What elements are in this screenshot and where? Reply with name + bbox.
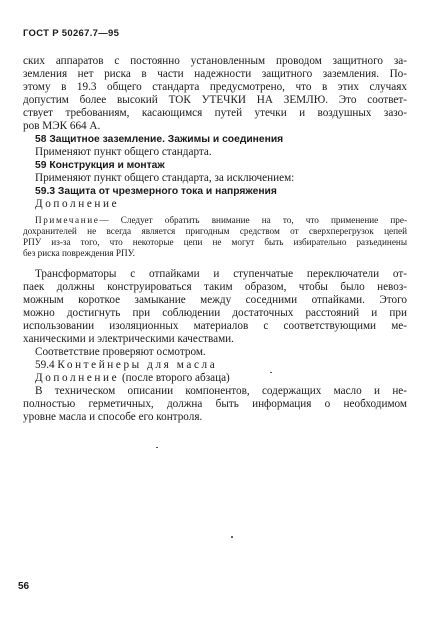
note-line-first: [35, 215, 407, 226]
note-label: Примечание: [35, 215, 100, 225]
note-line: РПУ из-за того, что некоторые цепи не могут быть избирательно разъединены: [23, 237, 407, 247]
section-heading-59: 59 Конструкция и монтаж: [35, 160, 165, 171]
scan-speck: [231, 536, 233, 538]
body-text-line: этому в 19.3 общего стандарта предусмотрено, что в этих случаях: [23, 81, 407, 93]
note-text: — Следует обратить внимание на то, что применение пре-: [99, 215, 407, 225]
body-text-line: ров МЭК 664 А.: [23, 120, 101, 132]
scan-speck: [270, 372, 272, 373]
addition-line: [35, 372, 230, 385]
body-text-line: использовании изоляционных материалов с соответствующими ме-: [23, 320, 407, 332]
section-heading-59-3: 59.3 Защита от чрезмерного тока и напряжения: [35, 186, 277, 197]
body-text-line: паек должны конструироваться таким образом, чтобы было невоз-: [23, 281, 407, 293]
section-heading-59-4: [35, 359, 217, 372]
section-text-58: Применяют пункт общего стандарта.: [35, 146, 212, 158]
body-text-line: земления нет риска в части надежности защитного заземления. По-: [23, 68, 407, 80]
scan-speck: [156, 447, 158, 448]
addition-label: Дополнение: [35, 198, 120, 210]
note-line: без риска повреждения РПУ.: [23, 248, 135, 258]
page-number: 56: [18, 581, 30, 592]
compliance-text: Соответствие проверяют осмотром.: [35, 346, 206, 358]
body-text-line: В техническом описании компонентов, содержащих масло и не-: [35, 385, 407, 397]
body-text-line: ских аппаратов с постоянно установленным проводом защитного за-: [23, 55, 407, 67]
addition-note: (после второго абзаца): [121, 372, 230, 384]
body-text-line: допустим более высокий ТОК УТЕЧКИ НА ЗЕМЛЮ. Это соответ-: [23, 94, 407, 106]
body-text-line: Трансформаторы с отпайками и ступенчатые переключатели от-: [35, 268, 407, 280]
body-text-line: можно достигнуть при соблюдении достаточных расстояний и при: [23, 307, 407, 319]
note-line: дохранителей не всегда является пригодным средством от сверхперегрузок цепей: [23, 226, 407, 236]
page-header: ГОСТ Р 50267.7—95: [23, 28, 120, 39]
section-number: 59.4: [35, 359, 55, 371]
body-text-line: полностью герметичных, должна быть информация о необходимом: [23, 398, 407, 410]
body-text-line: ствует требованиям, касающимся путей утечки и воздушных зазо-: [23, 107, 407, 119]
addition-label: Дополнение: [35, 372, 120, 384]
section-title: Контейнеры для масла: [57, 359, 218, 371]
body-text-line: можным короткое замыкание между соседними отпайками. Этого: [23, 294, 407, 306]
section-text-59: Применяют пункт общего стандарта, за исключением:: [35, 172, 295, 184]
section-heading-58: 58 Защитное заземление. Зажимы и соединения: [35, 134, 284, 145]
body-text-line: уровне масла и способе его контроля.: [23, 411, 203, 423]
body-text-line: ханическими и электрическими качествами.: [23, 333, 234, 345]
